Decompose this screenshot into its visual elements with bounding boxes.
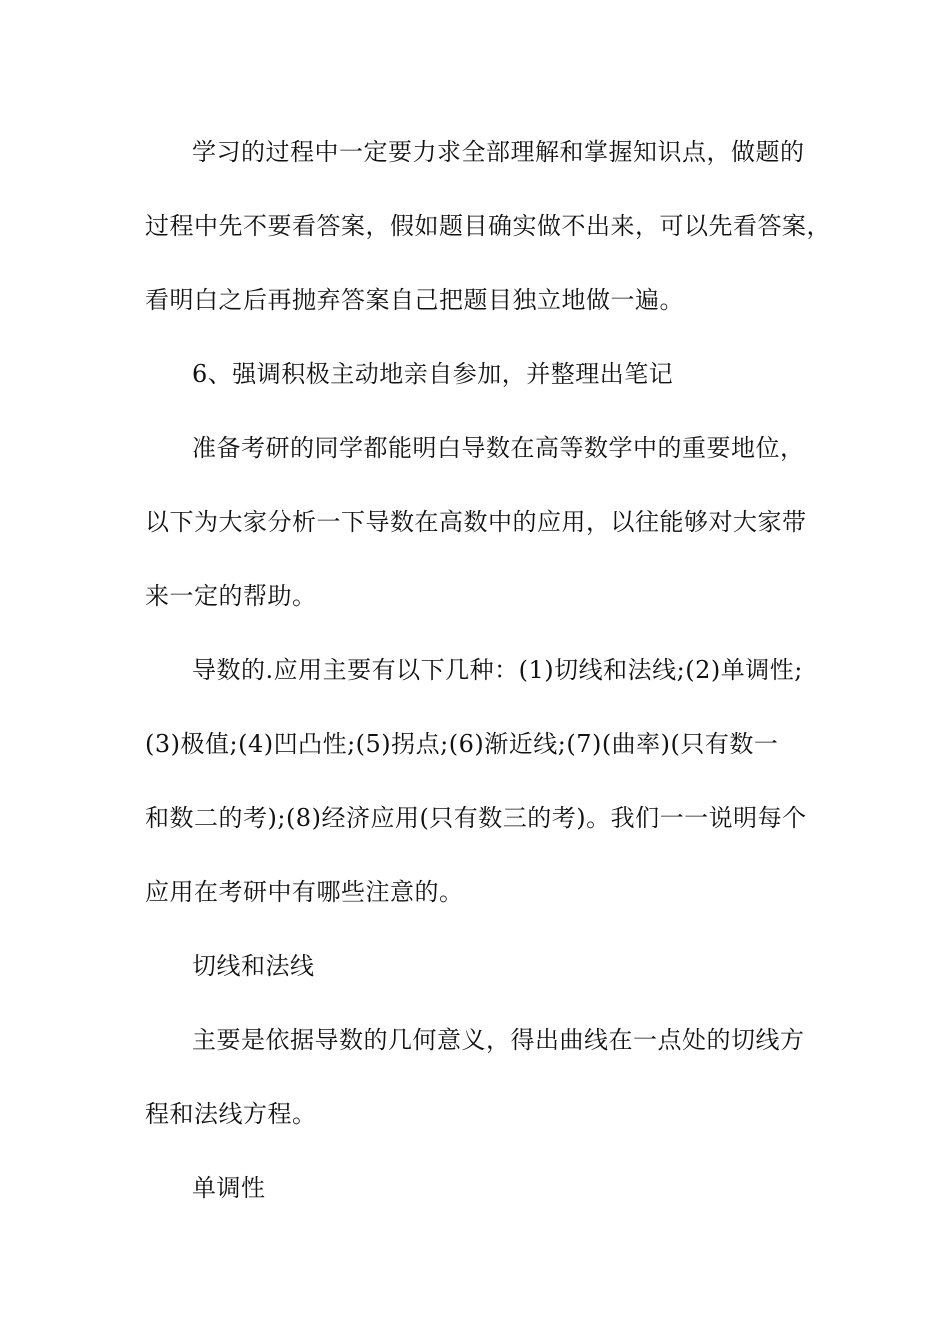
paragraph-tangent-normal-line-2: 程和法线方程。	[145, 1100, 317, 1128]
section-heading-monotonicity: 单调性	[192, 1174, 266, 1202]
paragraph-tangent-normal-line-1: 主要是依据导数的几何意义，得出曲线在一点处的切线方	[192, 1026, 805, 1054]
paragraph-study-line-2: 过程中先不要看答案，假如题目确实做不出来，可以先看答案，	[145, 212, 831, 240]
section-heading-tangent-normal: 切线和法线	[192, 952, 315, 980]
paragraph-study-line-3: 看明白之后再抛弃答案自己把题目独立地做一遍。	[145, 286, 684, 314]
paragraph-derivative-importance-line-1: 准备考研的同学都能明白导数在高等数学中的重要地位，	[192, 434, 805, 462]
paragraph-applications-line-4: 应用在考研中有哪些注意的。	[145, 878, 464, 906]
paragraph-applications-line-3: 和数二的考);(8)经济应用(只有数三的考)。我们一一说明每个	[145, 804, 807, 832]
paragraph-derivative-importance-line-2: 以下为大家分析一下导数在高数中的应用，以往能够对大家带	[145, 508, 807, 536]
section-heading-notes: 6、强调积极主动地亲自参加，并整理出笔记	[192, 360, 674, 388]
paragraph-study-line-1: 学习的过程中一定要力求全部理解和掌握知识点，做题的	[192, 138, 805, 166]
paragraph-derivative-importance-line-3: 来一定的帮助。	[145, 582, 317, 610]
paragraph-applications-line-1: 导数的.应用主要有以下几种：(1)切线和法线;(2)单调性;	[192, 656, 803, 684]
paragraph-applications-line-2: (3)极值;(4)凹凸性;(5)拐点;(6)渐近线;(7)(曲率)(只有数一	[145, 730, 779, 758]
